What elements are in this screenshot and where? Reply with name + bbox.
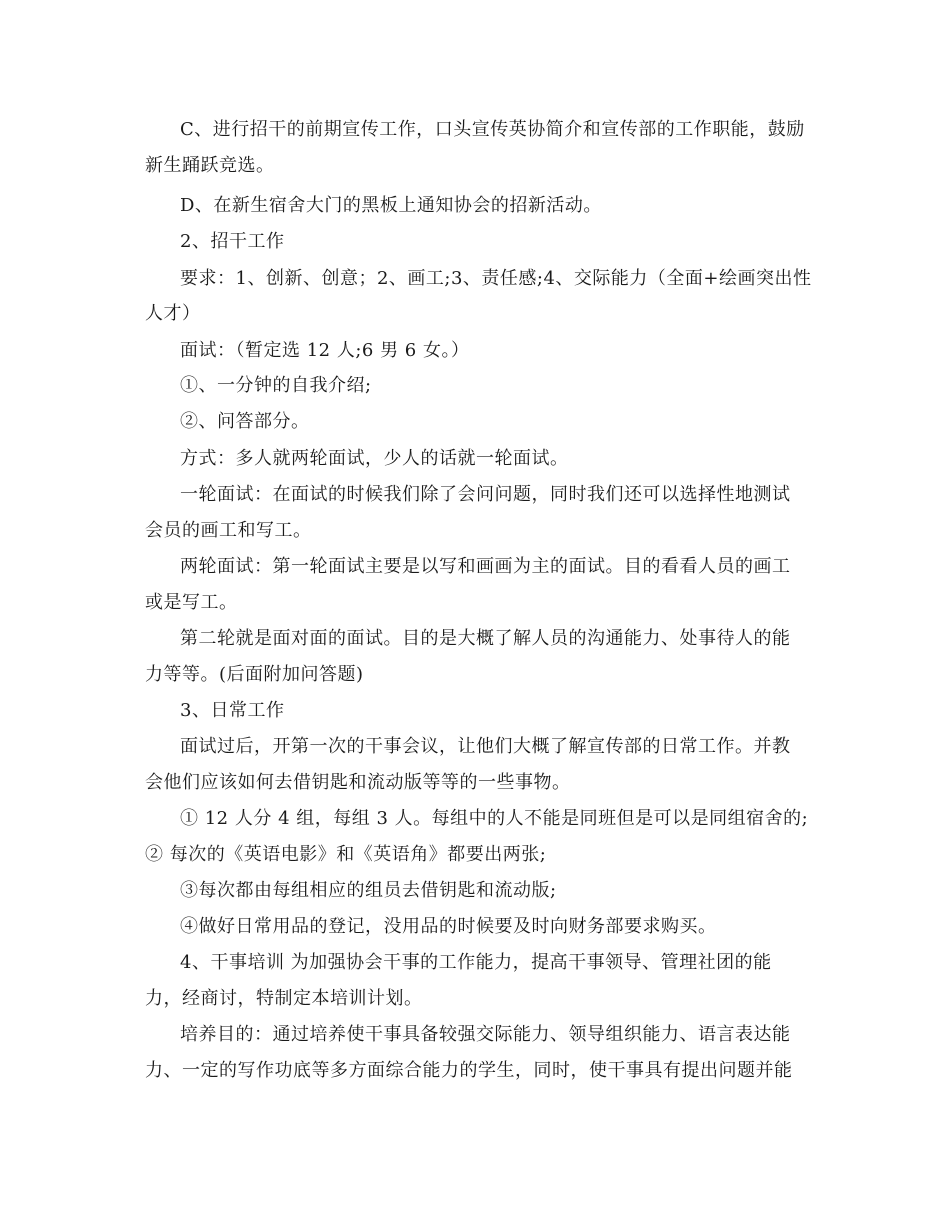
paragraph-line: 培养目的：通过培养使干事具备较强交际能力、领导组织能力、语言表达能 [180, 1024, 791, 1045]
list-item: ②、问答部分。 [180, 411, 310, 432]
paragraph-line: 方式：多人就两轮面试，少人的话就一轮面试。 [180, 448, 569, 469]
list-item: ③每次都由每组相应的组员去借钥匙和流动版; [180, 880, 557, 901]
paragraph-line: 一轮面试：在面试的时候我们除了会问问题，同时我们还可以选择性地测试 [180, 484, 791, 505]
section-heading: 4、干事培训 为加强协会干事的工作能力，提高干事领导、管理社团的能 [180, 952, 772, 973]
paragraph-line: C、进行招干的前期宣传工作，口头宣传英协简介和宣传部的工作职能，鼓励 [180, 119, 805, 140]
list-item: ① 12 人分 4 组，每组 3 人。每组中的人不能是同班但是可以是同组宿舍的; [180, 808, 809, 829]
paragraph-line: 人才） [145, 303, 201, 324]
paragraph-line: 面试过后，开第一次的干事会议，让他们大概了解宣传部的日常工作。并教 [180, 736, 791, 757]
paragraph-line: 第二轮就是面对面的面试。目的是大概了解人员的沟通能力、处事待人的能 [180, 628, 791, 649]
paragraph-line: 会员的画工和写工。 [145, 520, 312, 541]
section-heading: 2、招干工作 [180, 231, 285, 252]
paragraph-line: 面试：（暂定选 12 人;6 男 6 女。） [180, 340, 470, 361]
paragraph-line: 力，经商讨，特制定本培训计划。 [145, 988, 423, 1009]
paragraph-line: 力等等。(后面附加问答题) [145, 664, 364, 685]
section-heading: 3、日常工作 [180, 700, 285, 721]
list-item: ② 每次的《英语电影》和《英语角》都要出两张; [145, 844, 547, 865]
list-item: ①、一分钟的自我介绍; [180, 375, 372, 396]
paragraph-line: 力、一定的写作功底等多方面综合能力的学生，同时，使干事具有提出问题并能 [145, 1060, 793, 1081]
paragraph-line: 会他们应该如何去借钥匙和流动版等等的一些事物。 [145, 772, 571, 793]
paragraph-line: 两轮面试：第一轮面试主要是以写和画画为主的面试。目的看看人员的画工 [180, 556, 791, 577]
paragraph-line: 或是写工。 [145, 592, 238, 613]
paragraph-line: 新生踊跃竞选。 [145, 155, 275, 176]
list-item: ④做好日常用品的登记，没用品的时候要及时向财务部要求购买。 [180, 916, 717, 937]
paragraph-line: 要求：1、创新、创意；2、画工;3、责任感;4、交际能力（全面+绘画突出性 [180, 268, 812, 289]
paragraph-line: D、在新生宿舍大门的黑板上通知协会的招新活动。 [180, 195, 602, 216]
